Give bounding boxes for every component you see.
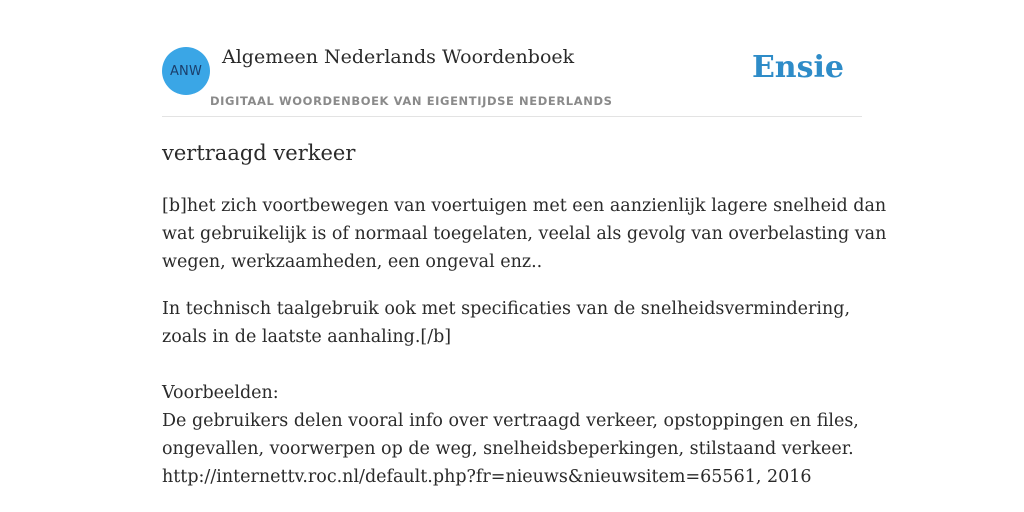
technical-paragraph xyxy=(162,295,862,351)
content-container xyxy=(162,0,887,487)
example-line: ongevallen, voorwerpen op de weg, snelheidsbeperkingen, stilstaand verkeer. xyxy=(162,439,854,459)
ensie-logo[interactable]: Ensie xyxy=(751,50,844,85)
anw-logo-text: ANW xyxy=(169,63,203,79)
entry-body xyxy=(162,192,887,491)
dictionary-title[interactable]: Algemeen Nederlands Woordenboek xyxy=(222,46,575,68)
technical-line: In technisch taalgebruik ook met specificaties van de snelheidsvermindering, xyxy=(162,299,851,319)
headword: vertraagd verkeer xyxy=(162,141,356,165)
anw-logo[interactable] xyxy=(162,47,210,95)
example-source-line: http://internettv.roc.nl/default.php?fr=nieuws&nieuwsitem=65561, 2016 xyxy=(162,467,812,487)
definition-line: wegen, werkzaamheden, een ongeval enz.. xyxy=(162,252,543,272)
dictionary-subtitle: DIGITAAL WOORDENBOEK VAN EIGENTIJDSE NEDERLANDS xyxy=(210,94,613,108)
technical-line: zoals in de laatste aanhaling.[/b] xyxy=(162,327,452,347)
examples-section xyxy=(162,379,862,491)
definition-line: [b]het zich voortbewegen van voertuigen met een aanzienlijk lagere snelheid dan xyxy=(162,196,887,216)
examples-label: Voorbeelden: xyxy=(162,383,279,403)
example-line: De gebruikers delen vooral info over vertraagd verkeer, opstoppingen en files, xyxy=(162,411,859,431)
definition-line: wat gebruikelijk is of normaal toegelaten, veelal als gevolg van overbelasting van xyxy=(162,224,887,244)
definition-paragraph xyxy=(162,192,887,276)
site-header xyxy=(162,0,862,117)
